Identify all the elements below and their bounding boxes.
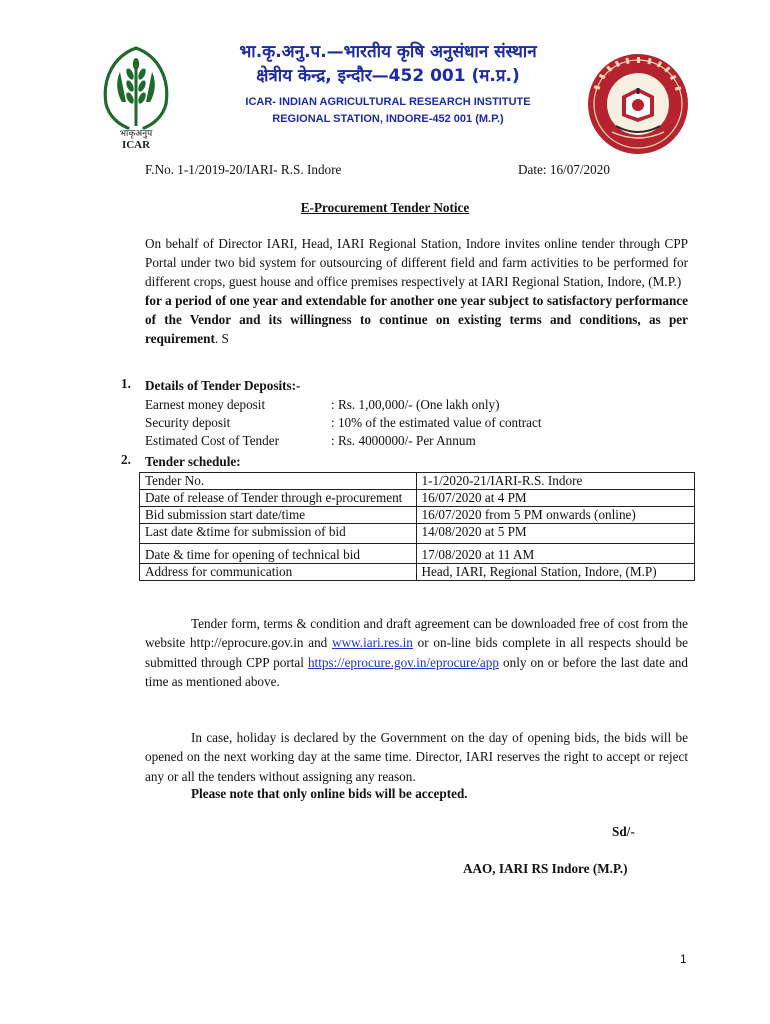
table-row — [140, 490, 695, 507]
schedule-value: 17/08/2020 at 11 AM — [416, 544, 694, 564]
signature-mark: Sd/- — [612, 824, 635, 839]
intro-normal-text: On behalf of Director IARI, Head, IARI Regional Station, Indore invites online tender through CPP Portal under two bid system for outsourcing of different field and farm activities to be performed for different crops, guest house and office premises respectively at IARI Regional Station, Indore, (M.P.) — [145, 236, 688, 290]
notice-date: Date: 16/07/2020 — [518, 162, 610, 177]
schedule-label: Tender No. — [140, 473, 417, 490]
tender-schedule-table — [139, 472, 695, 581]
schedule-label: Date & time for opening of technical bid — [140, 544, 417, 564]
holiday-paragraph — [145, 728, 688, 786]
deposit-value: : Rs. 4000000/- Per Annum — [331, 433, 476, 448]
intro-tail-text: . S — [214, 331, 229, 347]
header-english-line1: ICAR- INDIAN AGRICULTURAL RESEARCH INSTITUTE — [245, 96, 531, 108]
schedule-label: Address for communication — [140, 564, 417, 581]
deposit-label: Estimated Cost of Tender — [145, 433, 279, 448]
iari-seal — [586, 52, 690, 156]
online-bids-note: Please note that only online bids will be accepted. — [191, 786, 468, 801]
section2-title: Tender schedule: — [145, 454, 241, 469]
icar-wheat-logo-icon — [96, 42, 176, 152]
download-text-2: or on-line bids complete in all respects should be submitted through CPP portal — [145, 635, 689, 670]
deposit-value: : Rs. 1,00,000/- (One lakh only) — [331, 397, 500, 412]
section1-title: Details of Tender Deposits:- — [145, 378, 301, 393]
table-row — [140, 507, 695, 524]
intro-bold-text: for a period of one year and extendable for another one year subject to satisfactory performance of the Vendor and its willingness to continue on existing terms and conditions, as per requirement — [145, 293, 688, 347]
schedule-label: Last date &time for submission of bid — [140, 524, 417, 544]
header-hindi-line1: भा.कृ.अनु.प.—भारतीय कृषि अनुसंधान संस्थान — [239, 42, 537, 62]
iari-website-link[interactable]: www.iari.res.in — [332, 635, 413, 651]
header-hindi-line2: क्षेत्रीय केन्द्र, इन्दौर—452 001 (म.प्र.) — [256, 66, 520, 86]
schedule-value: 1-1/2020-21/IARI-R.S. Indore — [416, 473, 694, 490]
section1-number: 1. — [121, 376, 131, 391]
table-row — [140, 564, 695, 581]
section2-number: 2. — [121, 452, 131, 467]
notice-title: E-Procurement Tender Notice — [300, 200, 470, 215]
iari-seal-icon — [586, 52, 690, 156]
deposit-label: Security deposit — [145, 415, 231, 430]
download-text-1: Tender form, terms & condition and draft agreement can be downloaded free of cost from the website http://eprocure.gov.in and — [145, 616, 688, 651]
institute-header — [200, 40, 576, 128]
header-english-line2: REGIONAL STATION, INDORE-452 001 (M.P.) — [272, 113, 504, 125]
schedule-value: 16/07/2020 at 4 PM — [416, 490, 694, 507]
schedule-label: Date of release of Tender through e-procurement — [140, 490, 417, 507]
download-paragraph — [145, 614, 688, 692]
file-number: F.No. 1-1/2019-20/IARI- R.S. Indore — [145, 162, 342, 177]
icar-logo-hindi-text: भाकृअनुप — [119, 129, 153, 139]
cpp-portal-link[interactable]: https://eprocure.gov.in/eprocure/app — [307, 654, 499, 670]
schedule-value: 14/08/2020 at 5 PM — [416, 524, 694, 544]
table-row — [140, 473, 695, 490]
intro-paragraph — [145, 234, 688, 349]
deposit-label: Earnest money deposit — [145, 397, 266, 412]
table-row — [140, 544, 695, 564]
schedule-label: Bid submission start date/time — [140, 507, 417, 524]
schedule-value: Head, IARI, Regional Station, Indore, (M.P) — [416, 564, 694, 581]
page-number: 1 — [680, 952, 687, 966]
download-text-3: only on or before the last date and time as mentioned above. — [145, 654, 688, 690]
icar-logo — [96, 42, 176, 152]
holiday-text: In case, holiday is declared by the Government on the day of opening bids, the bids will be opened on the next working day at the same time. Director, IARI reserves the right to accept or reject any or all the tenders without assigning any reason. — [145, 730, 688, 784]
table-row — [140, 524, 695, 544]
schedule-value: 16/07/2020 from 5 PM onwards (online) — [416, 507, 694, 524]
deposit-value: : 10% of the estimated value of contract — [331, 415, 542, 430]
signatory-name: AAO, IARI RS Indore (M.P.) — [463, 861, 628, 876]
icar-logo-text: ICAR — [121, 139, 151, 151]
